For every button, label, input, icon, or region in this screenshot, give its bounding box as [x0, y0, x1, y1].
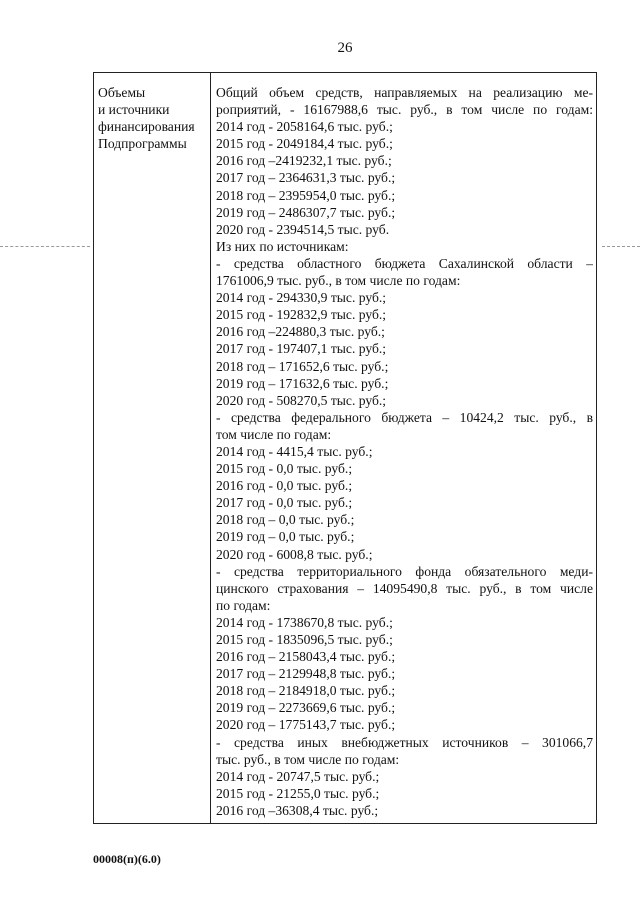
financing-table: [93, 72, 597, 824]
financing-detail-line: 2017 год - 197407,1 тыс. руб.;: [216, 341, 387, 357]
financing-detail-line: 2015 год - 1835096,5 тыс. руб.;: [216, 632, 393, 647]
scan-artifact-line-left: [0, 246, 90, 247]
financing-detail-line: 2017 год – 2129948,8 тыс. руб.;: [216, 666, 396, 682]
financing-detail-line: по годам:: [216, 597, 271, 613]
financing-detail-line: 2016 год – 2158043,4 тыс. руб.;: [216, 649, 396, 665]
financing-detail-line: том числе по годам:: [216, 426, 332, 442]
financing-detail-line: 2019 год – 2486307,7 тыс. руб.;: [216, 204, 396, 220]
financing-detail-line: - средства федерального бюджета – 10424,2 тыс. руб., в: [216, 409, 593, 425]
financing-label-line: Подпрограммы: [98, 136, 187, 151]
table-column-divider: [210, 73, 211, 823]
financing-detail-line: 2015 год - 21255,0 тыс. руб.;: [216, 785, 380, 801]
financing-detail-line: - средства территориального фонда обязательного меди-: [216, 563, 593, 579]
financing-detail-line: 2018 год – 2395954,0 тыс. руб.;: [216, 187, 396, 203]
financing-detail-line: 2014 год - 4415,4 тыс. руб.;: [216, 443, 373, 459]
financing-detail-line: Общий объем средств, направляемых на реализацию ме-: [216, 85, 593, 100]
financing-detail-line: 2017 год – 2364631,3 тыс. руб.;: [216, 170, 396, 186]
financing-detail-line: 2019 год – 0,0 тыс. руб.;: [216, 529, 355, 545]
financing-detail-line: 2020 год - 6008,8 тыс. руб.;: [216, 546, 373, 562]
financing-label-line: и источники: [98, 102, 170, 117]
financing-detail-line: 2014 год - 294330,9 тыс. руб.;: [216, 290, 387, 306]
financing-detail-line: 1761006,9 тыс. руб., в том числе по годам:: [216, 273, 461, 289]
financing-detail-line: 2017 год - 0,0 тыс. руб.;: [216, 495, 353, 511]
financing-detail-line: 2016 год –2419232,1 тыс. руб.;: [216, 153, 392, 169]
financing-detail-line: 2014 год - 20747,5 тыс. руб.;: [216, 768, 380, 784]
financing-detail-line: 2018 год – 171652,6 тыс. руб.;: [216, 358, 389, 374]
financing-detail-line: 2016 год - 0,0 тыс. руб.;: [216, 478, 353, 494]
financing-label-line: финансирования: [98, 119, 195, 134]
financing-detail-line: 2014 год - 2058164,6 тыс. руб.;: [216, 119, 393, 135]
financing-detail-line: 2015 год - 2049184,4 тыс. руб.;: [216, 136, 393, 152]
financing-detail-line: 2020 год – 1775143,7 тыс. руб.;: [216, 717, 396, 733]
financing-label-line: Объемы: [98, 85, 146, 100]
financing-detail-line: 2020 год - 508270,5 тыс. руб.;: [216, 392, 387, 408]
financing-detail-line: 2014 год - 1738670,8 тыс. руб.;: [216, 614, 393, 630]
financing-detail-line: 2016 год –224880,3 тыс. руб.;: [216, 324, 385, 340]
financing-detail-line: 2015 год - 192832,9 тыс. руб.;: [216, 307, 387, 323]
financing-detail-line: Из них по источникам:: [216, 238, 349, 254]
financing-detail-line: 2018 год – 0,0 тыс. руб.;: [216, 512, 355, 528]
financing-detail-line: цинского страхования – 14095490,8 тыс. руб., в том числе: [216, 580, 593, 596]
scan-artifact-line-right: [602, 246, 640, 247]
financing-detail-line: 2019 год – 2273669,6 тыс. руб.;: [216, 700, 396, 716]
financing-label-cell: [98, 84, 208, 152]
page-number: 26: [337, 40, 353, 56]
financing-details-cell: [216, 84, 593, 819]
financing-detail-line: роприятий, - 16167988,6 тыс. руб., в том числе по годам:: [216, 102, 593, 118]
document-code: 00008(п)(6.0): [93, 852, 161, 866]
financing-detail-line: 2015 год - 0,0 тыс. руб.;: [216, 461, 353, 477]
financing-detail-line: 2018 год – 2184918,0 тыс. руб.;: [216, 683, 396, 699]
financing-detail-line: 2019 год – 171632,6 тыс. руб.;: [216, 375, 389, 391]
financing-detail-line: 2016 год –36308,4 тыс. руб.;: [216, 802, 379, 818]
financing-detail-line: - средства иных внебюджетных источников – 301066,7: [216, 734, 593, 750]
financing-detail-line: - средства областного бюджета Сахалинской области –: [216, 255, 593, 271]
financing-detail-line: тыс. руб., в том числе по годам:: [216, 751, 400, 767]
financing-detail-line: 2020 год - 2394514,5 тыс. руб.: [216, 221, 390, 237]
